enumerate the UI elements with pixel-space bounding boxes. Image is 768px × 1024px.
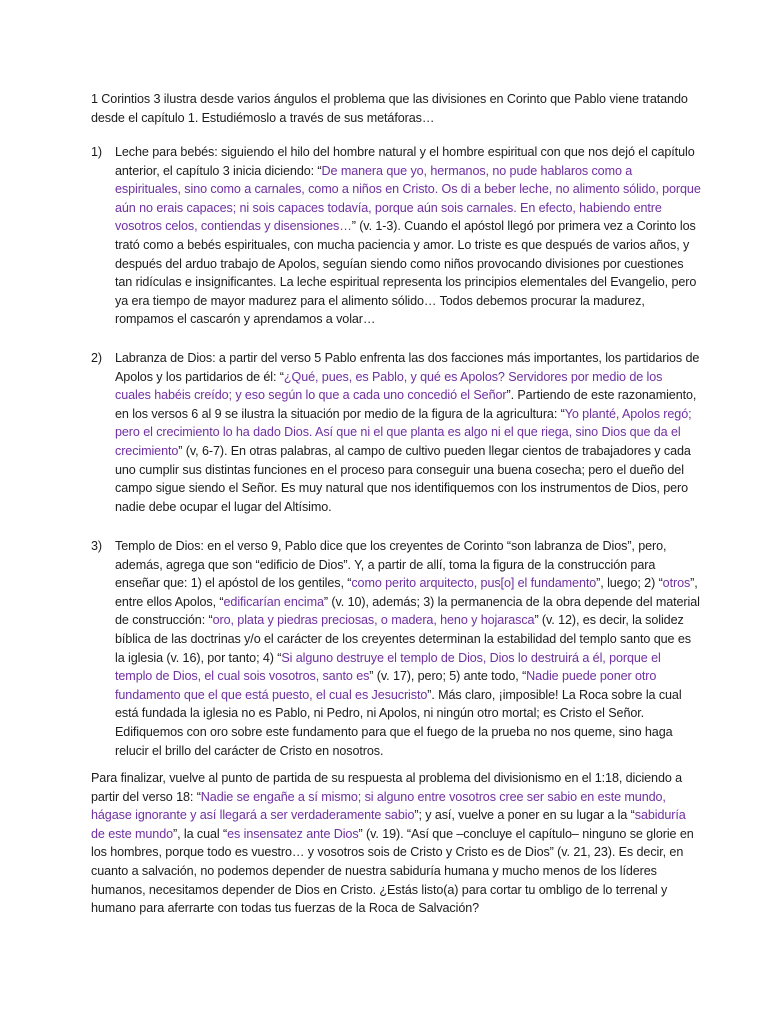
text-segment: ”. Partiendo de este razonamiento, en los versos 6 al 9 se ilustra la situación por medio de la figura de la agricultura: “ xyxy=(115,388,697,421)
text-segment: Leche para bebés: siguiendo el hilo del hombre natural y el hombre espiritual con que nos dejó el capítulo anterior, el capítulo 3 inicia diciendo: “ xyxy=(115,145,695,178)
scripture-quote: como perito arquitecto, pus[o] el fundamento xyxy=(351,576,597,591)
scripture-quote: Si alguno destruye el templo de Dios, Dios lo destruirá a él, porque el templo de Dios, el cual sois vosotros, santo es xyxy=(115,650,661,684)
text-segment: ” (v. 12), es decir, la solidez bíblica de las doctrinas y/o el carácter de los creyentes determinan la estabilidad del templo santo que es la iglesia (v. 16), por tanto; 4) “ xyxy=(115,613,691,665)
scripture-quote: oro, plata y piedras preciosas, o madera, heno y hojarasca xyxy=(212,613,535,628)
list-item-text xyxy=(115,349,701,516)
scripture-quote: Yo planté, Apolos regó; pero el crecimiento lo ha dado Dios. Así que ni el que planta es algo ni el que riega, sino Dios que da el crecimiento xyxy=(115,406,692,458)
scripture-quote: Nadie puede poner otro fundamento que el que está puesto, el cual es Jesucristo xyxy=(115,669,657,702)
list-number: 1) xyxy=(91,145,102,159)
scripture-quote: es insensatez ante Dios xyxy=(227,826,359,841)
scripture-quote: otros xyxy=(662,576,691,591)
text-segment: ” (v, 6-7). En otras palabras, al campo de cultivo pueden llegar cientos de trabajadores y cada uno cumplir sus distintas funciones en el proceso para conseguir una buena cosecha; pero el dueño del campo sigue siendo el Señor. Es muy natural que nos identifiquemos con los instrumentos de Dios, pero nadie debe ocupar el lugar del Altísimo. xyxy=(115,443,691,514)
scripture-quote: edificarían encima xyxy=(223,594,324,609)
intro-paragraph: 1 Corintios 3 ilustra desde varios ángulos el problema que las divisiones en Corinto que Pablo viene tratando desde el capítulo 1. Estudiémoslo a través de sus metáforas… xyxy=(91,92,688,125)
text-segment: ”; y así, vuelve a poner en su lugar a la “ xyxy=(414,808,635,823)
text-segment: Labranza de Dios: a partir del verso 5 Pablo enfrenta las dos facciones más importantes, los partidarios de Apolos y los partidarios de él: “ xyxy=(115,351,700,384)
text-segment: ” (v. 1-3). Cuando el apóstol llegó por primera vez a Corinto los trató como a bebés espirituales, con mucha paciencia y amor. Lo triste es que después de varios años, y después del arduo trabajo de Apolos, seguían siendo como niños provocando divisiones por cuestiones tan ridículas e insignificantes. La leche espiritual representa los principios elementales del Evangelio, pero ya era tiempo de mayor madurez para el alimento sólido… Todos debemos procurar la madurez, rompamos el cascarón y aprendamos a volar… xyxy=(115,219,697,327)
closing-paragraph xyxy=(91,769,701,918)
list-item-leche xyxy=(91,143,701,329)
text-segment: ” (v. 19). “Así que –concluye el capítulo– ninguno se glorie en los hombres, porque todo es vuestro… y vosotros sois de Cristo y Cristo es de Dios” (v. 21, 23). Es decir, en cuanto a salvación, no podemos depender de nuestra sabiduría humana y mucho menos de los líderes humanos, necesitamos depender de Dios en Cristo. ¿Estás listo(a) para cortar tu ombligo de lo terrenal y humano para aferrarte con todas tus fuerzas de la Roca de Salvación? xyxy=(91,826,694,916)
text-segment: ”. Más claro, ¡imposible! La Roca sobre la cual está fundada la iglesia no es Pablo, ni Pedro, ni Apolos, ni ningún otro mortal; es Cristo el Señor. Edifiquemos con oro sobre este fundamento para que el fuego de la prueba no nos queme, sino haga relucir el brillo del carácter de Cristo en nosotros. xyxy=(115,687,682,758)
list-number: 3) xyxy=(91,539,102,553)
list-item-labranza xyxy=(91,349,701,516)
scripture-quote: sabiduría de este mundo xyxy=(91,808,686,841)
scripture-quote: Nadie se engañe a sí mismo; si alguno entre vosotros cree ser sabio en este mundo, hágase ignorante y así llegará a ser verdaderamente sabio xyxy=(91,789,666,823)
scripture-quote: De manera que yo, hermanos, no pude hablaros como a espirituales, sino como a carnales, como a niños en Cristo. Os di a beber leche, no alimento sólido, porque aún no erais capaces; ni sois capaces todavía, porque aún sois carnales. En efecto, habiendo entre vosotros celos, contiendas y disensiones… xyxy=(115,163,701,234)
text-segment: Para finalizar, vuelve al punto de partida de su respuesta al problema del divisionismo en el 1:18, diciendo a partir del verso 18: “ xyxy=(91,771,683,804)
text-segment: ”, la cual “ xyxy=(173,826,228,841)
text-segment: ”, entre ellos Apolos, “ xyxy=(115,576,698,609)
list-item-text xyxy=(115,537,701,760)
text-segment: ”, luego; 2) “ xyxy=(596,576,663,591)
list-item-text xyxy=(115,143,701,329)
text-segment: ” (v. 17), pero; 5) ante todo, “ xyxy=(369,669,527,684)
text-segment: ” (v. 10), además; 3) la permanencia de la obra depende del material de construcción: “ xyxy=(115,594,700,628)
scripture-quote: ¿Qué, pues, es Pablo, y qué es Apolos? Servidores por medio de los cuales habéis creído; y eso según lo que a cada uno concedió el Señor xyxy=(115,369,663,403)
text-segment: Templo de Dios: en el verso 9, Pablo dice que los creyentes de Corinto “son labranza de Dios”, pero, además, agrega que son “edificio de Dios”. Y, a partir de allí, toma la figura de la construcción para enseñar que: 1) el apóstol de los gentiles, “ xyxy=(115,539,667,591)
list-item-templo xyxy=(91,537,701,760)
list-number: 2) xyxy=(91,351,102,365)
